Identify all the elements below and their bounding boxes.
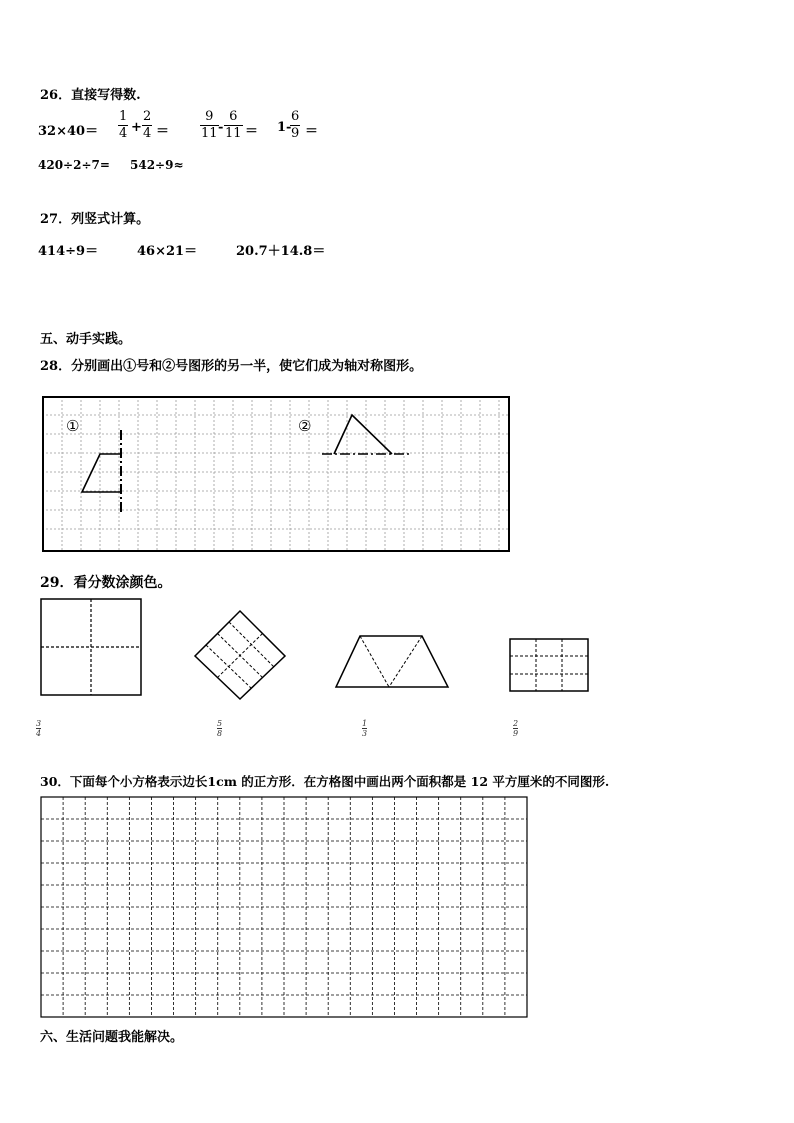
shape-diamond-eighths	[193, 610, 287, 700]
q27-item-3: 20.7＋14.8＝	[236, 244, 326, 259]
q27-item-2: 46×21＝	[137, 244, 198, 259]
fraction: 9 11	[201, 109, 218, 141]
fraction-label-3: 1 3	[362, 719, 368, 738]
section-5-title: 五、动手实践。	[40, 332, 132, 347]
q28-title: 28．分别画出①号和②号图形的另一半，使它们成为轴对称图形。	[40, 359, 423, 374]
fraction-label-2: 5 8	[217, 719, 223, 738]
figure-2-label: ②	[298, 417, 312, 435]
q28-symmetry-grid	[42, 396, 510, 552]
q26-item-6: 542÷9≈	[130, 158, 184, 172]
fraction-label-4: 2 9	[513, 719, 519, 738]
q29-title: 29．看分数涂颜色。	[40, 575, 172, 591]
q27-item-1: 414÷9＝	[38, 244, 99, 259]
fraction: 2 4	[143, 109, 152, 141]
q26-item-5: 420÷2÷7=	[38, 158, 110, 172]
fraction: 1 4	[119, 109, 128, 141]
fraction: 6 11	[225, 109, 242, 141]
q27-title: 27．列竖式计算。	[40, 212, 150, 227]
q30-drawing-grid[interactable]	[40, 796, 528, 1018]
fraction: 6 9	[291, 109, 300, 141]
fraction-label-1: 3 4	[36, 719, 42, 738]
q26-title: 26．直接写得数.	[40, 88, 141, 103]
q30-title: 30．下面每个小方格表示边长1cm 的正方形．在方格图中画出两个面积都是 12 平方厘米的不同图形.	[40, 774, 610, 789]
q26-item-1: 32×40＝	[38, 124, 99, 139]
shape-square-quarters	[40, 598, 142, 696]
section-6-title: 六、生活问题我能解决。	[40, 1030, 184, 1045]
shape-rectangle-ninths	[509, 638, 589, 692]
figure-1-label: ①	[66, 417, 80, 435]
shape-trapezoid-thirds	[334, 634, 450, 690]
